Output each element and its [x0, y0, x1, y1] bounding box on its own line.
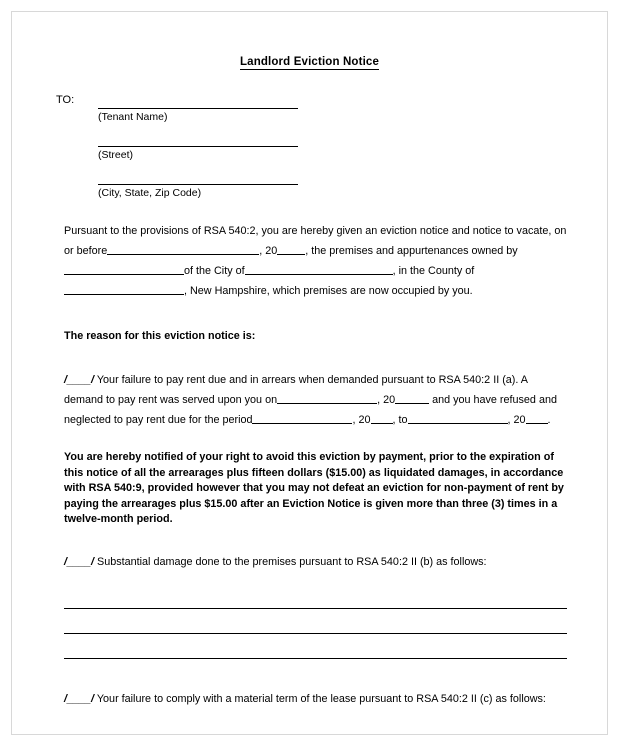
- page-title-text: Landlord Eviction Notice: [239, 56, 380, 68]
- item-a-segment-4: , 20: [352, 414, 371, 426]
- period-start-blank[interactable]: [252, 412, 352, 424]
- recipient-field-tenant-name: [98, 94, 298, 123]
- item-b-line-3[interactable]: [64, 634, 567, 659]
- reason-item-c: [64, 689, 567, 709]
- owner-name-blank[interactable]: [64, 263, 184, 275]
- reason-item-b: [64, 552, 567, 572]
- county-blank[interactable]: [64, 283, 184, 295]
- item-a-segment-2: , 20: [377, 394, 396, 406]
- preamble-segment-1: Pursuant to the provisions of RSA 540:2, you are hereby given an eviction notice and notice to vacate, on or before: [64, 225, 567, 257]
- tenant-name-blank[interactable]: [98, 94, 298, 109]
- demand-year-blank[interactable]: [395, 392, 429, 404]
- item-a-segment-6: , 20: [507, 414, 526, 426]
- checkbox-c[interactable]: /____/: [64, 692, 95, 705]
- recipient-fields: [98, 94, 298, 199]
- city-blank[interactable]: [245, 263, 393, 275]
- to-label: TO:: [56, 94, 75, 106]
- preamble-segment-3: , the premises and appurtenances owned by: [305, 245, 518, 257]
- preamble-segment-4: of the City of: [184, 265, 245, 277]
- item-c-line-1[interactable]: [64, 719, 567, 736]
- demand-date-blank[interactable]: [277, 392, 377, 404]
- document-page: [11, 11, 608, 735]
- street-blank[interactable]: [98, 132, 298, 147]
- preamble-paragraph: [64, 221, 567, 301]
- item-c-write-in-lines: [64, 719, 567, 736]
- preamble-segment-5: , in the County of: [392, 265, 475, 277]
- item-a-segment-7: .: [547, 414, 551, 426]
- item-b-write-in-lines: [64, 582, 567, 659]
- preamble-segment-6: , New Hampshire, which premises are now occupied by you.: [184, 285, 473, 297]
- reason-item-a: [64, 370, 567, 430]
- item-b-line-1[interactable]: [64, 582, 567, 609]
- item-b-line-2[interactable]: [64, 609, 567, 634]
- recipient-field-city-state-zip: [98, 170, 298, 199]
- document-body: [12, 221, 607, 735]
- period-end-blank[interactable]: [408, 412, 508, 424]
- item-b-text: Substantial damage done to the premises pursuant to RSA 540:2 II (b) as follows:: [97, 555, 487, 568]
- item-a-segment-5: , to: [392, 414, 408, 426]
- item-c-text: Your failure to comply with a material term of the lease pursuant to RSA 540:2 II (c) as follows:: [96, 692, 546, 705]
- item-a-segment-3: and you have refused and neglected to pay rent due for the period: [64, 394, 557, 426]
- checkbox-b[interactable]: /____/: [64, 555, 95, 568]
- vacate-date-blank[interactable]: [107, 243, 259, 255]
- payment-notice-paragraph: You are hereby notified of your right to avoid this eviction by payment, prior to the expiration of this notice of all the arrearages plus fifteen dollars ($15.00) as liquidated damages, in accordance with RSA 540:9, provided however that you may not defeat an eviction for non-payment of rent by paying the arrearages plus $15.00 after an Eviction Notice is given more than three (3) times in a twelve-month period.: [64, 451, 564, 525]
- vacate-year-blank[interactable]: [277, 243, 305, 255]
- city-state-zip-blank[interactable]: [98, 170, 298, 185]
- reason-heading: The reason for this eviction notice is:: [64, 330, 256, 342]
- preamble-segment-2: , 20: [259, 245, 278, 257]
- city-state-zip-caption: (City, State, Zip Code): [98, 187, 202, 199]
- recipient-block: [12, 94, 607, 199]
- tenant-name-caption: (Tenant Name): [98, 111, 168, 123]
- checkbox-a[interactable]: /____/: [64, 374, 95, 386]
- period-start-year-blank[interactable]: [371, 412, 393, 424]
- recipient-field-street: [98, 132, 298, 161]
- page-title: [12, 56, 607, 68]
- period-end-year-blank[interactable]: [526, 412, 548, 424]
- street-caption: (Street): [98, 149, 134, 161]
- item-a-segment-1: Your failure to pay rent due and in arrears when demanded pursuant to RSA 540:2 II (a). A demand to pay rent was served upon you on: [64, 374, 528, 406]
